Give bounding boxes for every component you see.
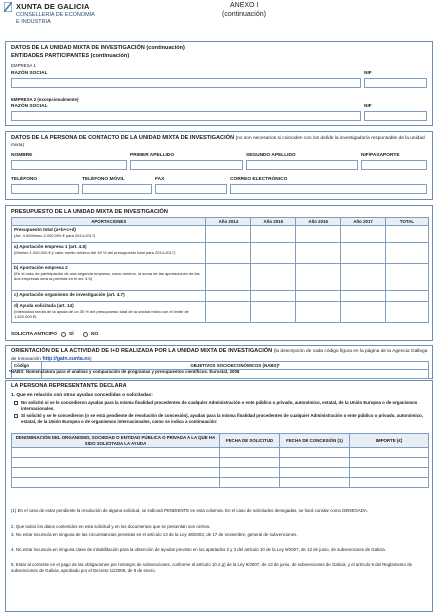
budget-row <box>12 302 429 323</box>
company2-nif-label: NIF <box>364 104 372 109</box>
aid-cell[interactable] <box>280 458 350 468</box>
budget-cell[interactable] <box>341 264 386 291</box>
page-header <box>0 0 438 36</box>
annex-title: ANEXO I <box>230 2 259 9</box>
nabs-code-header: Código <box>12 362 42 370</box>
contact-second-surname-field[interactable] <box>246 160 358 170</box>
aid-cell[interactable] <box>350 458 429 468</box>
company2-nif-field[interactable] <box>364 111 427 121</box>
participants-subtitle: ENTIDADES PARTICIPANTES (continuación) <box>11 53 130 59</box>
company1-heading: EMPRESA 1 <box>11 63 36 68</box>
option-a-checkbox[interactable] <box>14 401 18 405</box>
aid-cell[interactable] <box>350 448 429 458</box>
advance-label: SOLICITA ANTICIPO <box>11 332 57 337</box>
budget-section-title: PRESUPUESTO DE LA UNIDAD MIXTA DE INVESTIGACIÓN <box>11 209 168 215</box>
budget-header-row <box>12 218 429 226</box>
budget-cell[interactable] <box>251 291 296 302</box>
contact-mobile-label: TELÉFONO MÓVIL <box>82 177 125 182</box>
budget-cell[interactable] <box>296 226 341 243</box>
budget-col-2015: Año 2015 <box>251 218 296 226</box>
option-b-text: Sí solicitó y se le concedieron (o se está pendiente de resolución de concesión), ayudas para la misma finalidad procedentes de cualquier Administración o ente público o privado, autonómico, estatal, de la Unión Europea o de organismos internacionales, como se indica a continuación: <box>21 413 423 424</box>
aid-cell[interactable] <box>350 478 429 488</box>
option-b-checkbox[interactable] <box>14 414 18 418</box>
company2-razon-social-field[interactable] <box>11 111 361 121</box>
declaration-item3: 3. No estar incurso/a en ninguna de las circunstancias previstas en el artículo 13 de la Ley 38/2003, de 17 de noviembre, general de subvenciones. <box>11 532 298 537</box>
budget-table <box>11 217 429 323</box>
unit-section <box>5 41 433 126</box>
budget-row <box>12 291 429 302</box>
aid-row <box>12 478 429 488</box>
aid-col-grant-date: FECHA DE CONCESIÓN (1) <box>280 434 350 448</box>
budget-cell[interactable] <box>296 243 341 264</box>
budget-cell[interactable] <box>251 302 296 323</box>
contact-first-name-label: NOMBRE <box>11 153 33 158</box>
budget-col-2016: Año 2016 <box>296 218 341 226</box>
aid-cell[interactable] <box>280 478 350 488</box>
budget-cell[interactable] <box>206 291 251 302</box>
aid-row <box>12 448 429 458</box>
aid-cell[interactable] <box>12 458 220 468</box>
aid-note: (1) En el caso de estar pendiente la resolución de alguna solicitud, se indicará PENDIENTE en esta columna. En el caso de solicitudes denegadas, se hará constar como DENEGADA. <box>11 508 369 513</box>
aid-cell[interactable] <box>220 448 280 458</box>
contact-nif-field[interactable] <box>361 160 427 170</box>
budget-row-label: b) Aportación empresa 2 (En el caso de participación de una segunda empresa, como mínimo, la suma de las aportaciones de las dos empresas será la prevista en el art. 4.5) <box>12 264 206 291</box>
xunta-logo-icon <box>4 2 12 12</box>
company1-razon-label: RAZÓN SOCIAL <box>11 71 48 76</box>
budget-row-label: d) Ayuda solicitada (art. 14) (Intensidad media de la ayuda de un 30 % del presupuesto total de la unidad mixta con el límite de 1.520.000 €) <box>12 302 206 323</box>
contact-nif-label: NIF/PASAPORTE <box>361 153 400 158</box>
declaration-section <box>5 380 433 612</box>
declaration-item2: 2. Que todos los datos contenidos en esta solicitud y en los documentos que se presentan son ciertos. <box>11 524 211 529</box>
budget-cell[interactable] <box>251 264 296 291</box>
org-name: XUNTA DE GALICIA <box>16 2 90 11</box>
advance-yes-radio[interactable] <box>61 332 66 337</box>
orientation-section-title: ORIENTACIÓN DE LA ACTIVIDAD DE I+D REALIZADA POR LA UNIDAD MIXTA DE INVESTIGACIÓN (la descripción de cada código figura en la página de la Agencia Gallega de Innovación http://gain.xunta.es) <box>11 348 428 362</box>
aid-cell[interactable] <box>12 478 220 488</box>
budget-cell[interactable] <box>206 243 251 264</box>
contact-section <box>5 131 433 200</box>
contact-first-name-field[interactable] <box>11 160 127 170</box>
gain-link[interactable]: http://gain.xunta.es <box>42 355 90 362</box>
budget-cell[interactable] <box>206 302 251 323</box>
aid-col-amount: IMPORTE (€) <box>350 434 429 448</box>
contact-second-surname-label: SEGUNDO APELLIDO <box>246 153 296 158</box>
option-a-text: No solicitó ni se le concedieron ayudas para la misma finalidad procedentes de cualquier Administración o ente público o privado, autonómico, estatal, de la Unión Europea o de organismos internacionales. <box>21 400 418 411</box>
budget-cell[interactable] <box>341 291 386 302</box>
budget-cell[interactable] <box>341 226 386 243</box>
company2-heading: EMPRESA 2 (excepcionalmente) <box>11 97 79 102</box>
budget-row <box>12 264 429 291</box>
aid-row <box>12 468 429 478</box>
aid-cell[interactable] <box>220 478 280 488</box>
nabs-objectives-header: OBJETIVOS SOCIOECONÓMICOS (NABS)* <box>42 362 429 370</box>
budget-cell[interactable] <box>296 291 341 302</box>
contact-fax-label: FAX <box>155 177 165 182</box>
budget-cell[interactable] <box>386 291 429 302</box>
budget-cell[interactable] <box>341 243 386 264</box>
budget-section <box>5 205 433 341</box>
budget-col-total: TOTAL <box>386 218 429 226</box>
budget-col-aportaciones: APORTACIONES <box>12 218 206 226</box>
budget-cell[interactable] <box>251 226 296 243</box>
contact-mobile-field[interactable] <box>82 184 152 194</box>
aid-header-row <box>12 434 429 448</box>
budget-row <box>12 243 429 264</box>
contact-phone-field[interactable] <box>11 184 79 194</box>
contact-email-label: CORREO ELECTRÓNICO <box>230 177 288 182</box>
aid-cell[interactable] <box>280 468 350 478</box>
contact-phone-label: TELÉFONO <box>11 177 38 182</box>
budget-cell[interactable] <box>206 264 251 291</box>
budget-cell[interactable] <box>206 226 251 243</box>
company2-razon-label: RAZÓN SOCIAL <box>11 104 48 109</box>
advance-no-label: NO <box>91 332 99 337</box>
budget-row <box>12 226 429 243</box>
aid-cell[interactable] <box>12 468 220 478</box>
declaration-item4: 4. No estar incurso/a en ninguna clase de inhabilitación para la obtención de ayudas previsto en los apartados 2 y 3 del artículo 10 de la Ley 9/2007, de 13 de junio, de subvenciones de Galicia. <box>11 547 386 552</box>
budget-cell[interactable] <box>386 243 429 264</box>
contact-email-field[interactable] <box>230 184 427 194</box>
contact-first-surname-field[interactable] <box>130 160 243 170</box>
budget-cell[interactable] <box>296 302 341 323</box>
department-name: CONSELLERÍA DE ECONOMÍA E INDUSTRIA <box>16 12 95 25</box>
aid-cell[interactable] <box>220 468 280 478</box>
contact-fax-field[interactable] <box>155 184 227 194</box>
advance-no-radio[interactable] <box>83 332 88 337</box>
budget-cell[interactable] <box>386 264 429 291</box>
nabs-footnote: *NABS: Nomenclatura para el análisis y comparación de programas y presupuestos científicos. Eurostat, 2008 <box>9 369 240 374</box>
company1-nif-label: NIF <box>364 71 372 76</box>
budget-cell[interactable] <box>251 243 296 264</box>
aid-cell[interactable] <box>280 448 350 458</box>
budget-col-2017: Año 2017 <box>341 218 386 226</box>
company1-nif-field[interactable] <box>364 78 427 88</box>
aid-cell[interactable] <box>350 468 429 478</box>
budget-col-2014: Año 2014 <box>206 218 251 226</box>
declaration-item1: 1. Que en relación con otras ayudas concedidas o solicitadas: <box>11 393 153 398</box>
declaration-item5: 5. Estar al corriente en el pago de las obligaciones por reintegro de subvenciones, conforme al artículo 10.2.g) de la Ley 9/2007, de 13 de junio, de subvenciones de Galicia, y el artículo 9 del Reglamento de subvenciones de Galicia, aprobado por el Decreto 11/2009, de 8 de enero. <box>11 562 413 573</box>
budget-row-label: Presupuesto total (a+b+c+d) (Art. 4.5/Mínimo 2.000.000 € para 2014-2017) <box>12 226 206 243</box>
budget-cell[interactable] <box>386 302 429 323</box>
aid-cell[interactable] <box>220 458 280 468</box>
company1-razon-social-field[interactable] <box>11 78 361 88</box>
budget-row-label: a) Aportación empresa 1 (art. 4.5) (Mínimo 1.000.000 € y valor medio mínimo del 40 % del presupuesto total para 2014-2017) <box>12 243 206 264</box>
declaration-section-title: LA PERSONA REPRESENTANTE DECLARA <box>11 383 127 389</box>
aid-col-organism: DENOMINACIÓN DEL ORGANISMO, SOCIEDAD O ENTIDAD PÚBLICA O PRIVADA A LA QUE HA SIDO SOLICITADA LA AYUDA <box>12 434 220 448</box>
budget-cell[interactable] <box>341 302 386 323</box>
aid-row <box>12 458 429 468</box>
aid-col-request-date: FECHA DE SOLICITUD <box>220 434 280 448</box>
budget-cell[interactable] <box>386 226 429 243</box>
aid-cell[interactable] <box>12 448 220 458</box>
budget-cell[interactable] <box>296 264 341 291</box>
annex-subtitle: (continuación) <box>222 11 266 18</box>
contact-first-surname-label: PRIMER APELLIDO <box>130 153 175 158</box>
contact-section-title: DATOS DE LA PERSONA DE CONTACTO DE LA UNIDAD MIXTA DE INVESTIGACIÓN (no son necesarios si coinciden con los del/de la investigador/a responsable de la unidad mixta) <box>11 135 425 148</box>
aid-table <box>11 433 429 488</box>
budget-row-label: c) Aportación organismo de investigación (art. 4.7) <box>12 291 206 302</box>
advance-yes-label: SÍ <box>69 332 74 337</box>
unit-section-title: DATOS DE LA UNIDAD MIXTA DE INVESTIGACIÓN (continuación) <box>11 45 185 51</box>
